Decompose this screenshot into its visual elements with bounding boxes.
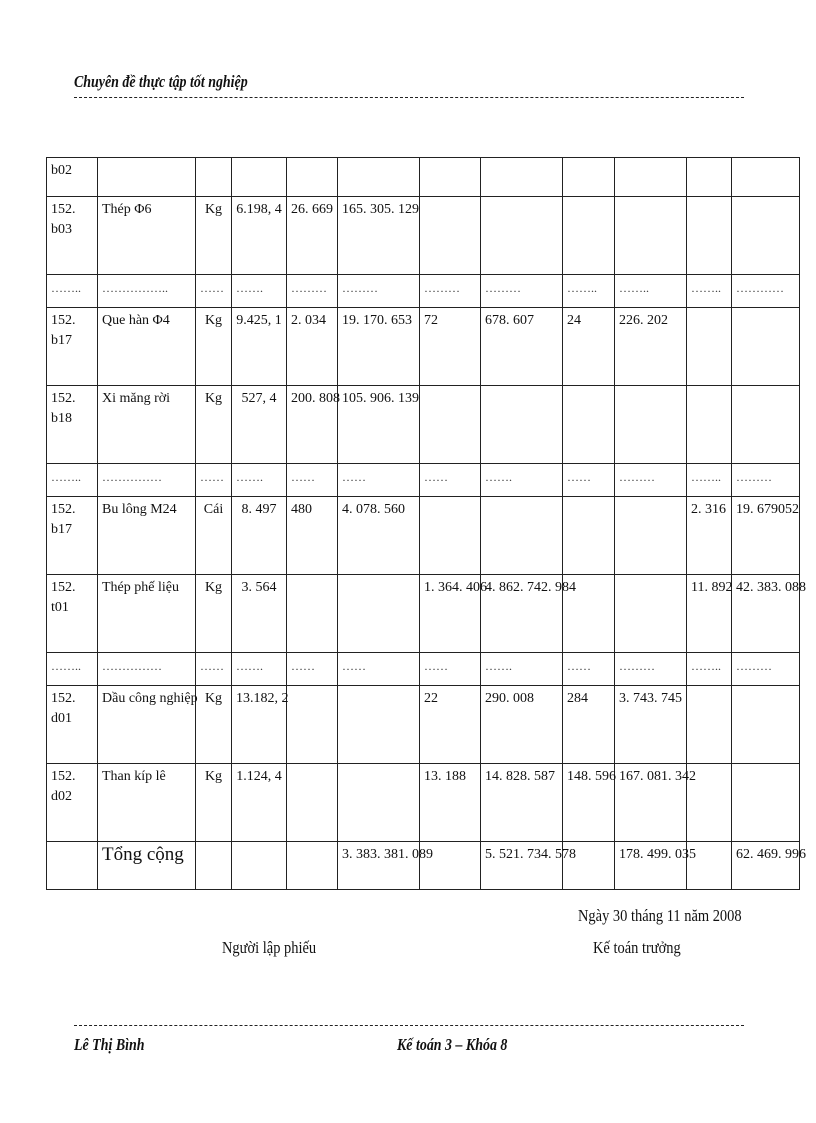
table-row: [47, 764, 800, 842]
table-cell: [420, 158, 481, 197]
table-cell: Xi măng rời: [98, 386, 196, 464]
table-cell: [563, 197, 615, 275]
table-cell: ……..: [615, 275, 687, 308]
table-cell: ……..: [687, 275, 732, 308]
table-cell: 148. 596: [563, 764, 615, 842]
table-cell: [287, 842, 338, 890]
table-cell: Kg: [196, 386, 232, 464]
table-cell: 480: [287, 497, 338, 575]
table-row: [47, 158, 800, 197]
page-header-title: Chuyên đề thực tập tốt nghiệp: [74, 72, 248, 91]
table-cell: Cái: [196, 497, 232, 575]
table-cell: 105. 906. 139: [338, 386, 420, 464]
table-cell: [47, 842, 98, 890]
table-cell: 152. b17: [47, 308, 98, 386]
table-cell: 3. 383. 381. 089: [338, 842, 420, 890]
table-cell: [481, 158, 563, 197]
table-cell: 167. 081. 342: [615, 764, 687, 842]
table-cell: 152. b17: [47, 497, 98, 575]
table-cell: [563, 158, 615, 197]
table-cell: [338, 686, 420, 764]
table-cell: ……: [338, 464, 420, 497]
table-cell: [232, 158, 287, 197]
table-cell: …….: [232, 464, 287, 497]
table-cell: [687, 197, 732, 275]
table-cell: [481, 386, 563, 464]
table-cell: Than kíp lê: [98, 764, 196, 842]
table-cell: ……..: [47, 653, 98, 686]
table-cell: Kg: [196, 197, 232, 275]
table-cell: [687, 308, 732, 386]
table-cell: ……: [420, 653, 481, 686]
table-cell: ……: [196, 275, 232, 308]
table-cell: ……..: [563, 275, 615, 308]
table-cell: Thép phế liệu: [98, 575, 196, 653]
table-row: [47, 686, 800, 764]
total-row: [47, 842, 800, 890]
table-cell: ……..: [47, 275, 98, 308]
table-cell: [732, 308, 800, 386]
table-cell: 152. b18: [47, 386, 98, 464]
signature-date: Ngày 30 tháng 11 năm 2008: [578, 906, 742, 925]
table-cell: [615, 575, 687, 653]
table-cell: 5. 521. 734. 578: [481, 842, 563, 890]
table-cell: …….: [232, 653, 287, 686]
table-cell: 1. 364. 406: [420, 575, 481, 653]
table-cell: 24: [563, 308, 615, 386]
table-row: [47, 575, 800, 653]
table-cell: 165. 305. 129: [338, 197, 420, 275]
table-cell: Dầu công nghiệp: [98, 686, 196, 764]
table-cell: [287, 764, 338, 842]
table-cell: 152. d02: [47, 764, 98, 842]
table-cell: [615, 386, 687, 464]
table-cell: [287, 686, 338, 764]
table-cell: Thép Φ6: [98, 197, 196, 275]
table-cell: 3. 564: [232, 575, 287, 653]
chief-accountant-label: Kế toán trưởng: [593, 938, 681, 957]
table-cell: 2. 316: [687, 497, 732, 575]
table-cell: Que hàn Φ4: [98, 308, 196, 386]
table-cell: ………: [338, 275, 420, 308]
table-cell: [287, 575, 338, 653]
material-ledger-table: [46, 157, 806, 890]
table-cell: Kg: [196, 308, 232, 386]
table-cell: 4. 078. 560: [338, 497, 420, 575]
table-cell: ………: [481, 275, 563, 308]
table-cell: ………: [615, 653, 687, 686]
table-cell: 19. 170. 653: [338, 308, 420, 386]
table-row: [47, 308, 800, 386]
footer-class: Kế toán 3 – Khóa 8: [397, 1035, 508, 1054]
table-cell: ………: [287, 275, 338, 308]
table-cell: [732, 686, 800, 764]
table-cell: [615, 197, 687, 275]
table-cell: [563, 386, 615, 464]
table-cell: …………: [732, 275, 800, 308]
table-cell: [687, 686, 732, 764]
table-cell: 226. 202: [615, 308, 687, 386]
table-cell: [420, 386, 481, 464]
table-cell: 1.124, 4: [232, 764, 287, 842]
table-cell: [98, 158, 196, 197]
table-cell: ……: [338, 653, 420, 686]
table-cell: [338, 575, 420, 653]
table-cell: [563, 497, 615, 575]
footer-divider: [74, 1025, 744, 1026]
table-cell: 6.198, 4: [232, 197, 287, 275]
table-cell: ………: [732, 653, 800, 686]
table-cell: 200. 808: [287, 386, 338, 464]
table-cell: 290. 008: [481, 686, 563, 764]
table-row: [47, 386, 800, 464]
table-cell: 13. 188: [420, 764, 481, 842]
table-cell: ……: [196, 653, 232, 686]
table-cell: [481, 197, 563, 275]
table-cell: …….: [232, 275, 287, 308]
table-cell: 8. 497: [232, 497, 287, 575]
table-cell: 178. 499. 035: [615, 842, 687, 890]
table-cell: ……: [420, 464, 481, 497]
table-cell: [338, 764, 420, 842]
table-cell: 19. 679052: [732, 497, 800, 575]
table-cell: ……..: [47, 464, 98, 497]
table-cell: 14. 828. 587: [481, 764, 563, 842]
table-cell: 152. d01: [47, 686, 98, 764]
ellipsis-row: [47, 275, 800, 308]
table-cell: ……………: [98, 464, 196, 497]
footer-author: Lê Thị Bình: [74, 1035, 145, 1054]
table-cell: ……………: [98, 653, 196, 686]
table-cell: [732, 158, 800, 197]
table-cell: ………: [732, 464, 800, 497]
table-cell: 284: [563, 686, 615, 764]
table-cell: [687, 158, 732, 197]
header-divider: [74, 97, 744, 98]
table-row: [47, 197, 800, 275]
table-cell: 2. 034: [287, 308, 338, 386]
table-cell: [338, 158, 420, 197]
table-cell: Kg: [196, 686, 232, 764]
table-cell: 62. 469. 996: [732, 842, 800, 890]
table-cell: ……: [287, 653, 338, 686]
table-cell: [196, 158, 232, 197]
table-cell: ………: [615, 464, 687, 497]
table-cell: Bu lông M24: [98, 497, 196, 575]
table-cell: Tổng cộng: [98, 842, 196, 890]
table-cell: 26. 669: [287, 197, 338, 275]
table-cell: 11. 892: [687, 575, 732, 653]
table-cell: 13.182, 2: [232, 686, 287, 764]
table-cell: ……: [563, 464, 615, 497]
table-cell: 42. 383. 088: [732, 575, 800, 653]
table-cell: ……: [563, 653, 615, 686]
table-cell: [232, 842, 287, 890]
table-cell: ……: [196, 464, 232, 497]
table-cell: [615, 497, 687, 575]
ellipsis-row: [47, 464, 800, 497]
table-cell: [732, 197, 800, 275]
table-cell: 9.425, 1: [232, 308, 287, 386]
table-cell: 72: [420, 308, 481, 386]
table-cell: ……..: [687, 464, 732, 497]
table-cell: [732, 764, 800, 842]
table-cell: Kg: [196, 575, 232, 653]
table-cell: [481, 497, 563, 575]
table-cell: ………: [420, 275, 481, 308]
table-cell: [287, 158, 338, 197]
table-cell: [420, 497, 481, 575]
table-cell: [615, 158, 687, 197]
table-cell: [732, 386, 800, 464]
table-cell: 678. 607: [481, 308, 563, 386]
table-cell: 152. b03: [47, 197, 98, 275]
table-cell: 527, 4: [232, 386, 287, 464]
table-cell: 22: [420, 686, 481, 764]
table-cell: [687, 386, 732, 464]
preparer-label: Người lập phiếu: [222, 938, 317, 957]
table-cell: ……………..: [98, 275, 196, 308]
table-cell: 3. 743. 745: [615, 686, 687, 764]
table-cell: …….: [481, 464, 563, 497]
table-cell: [196, 842, 232, 890]
table-cell: Kg: [196, 764, 232, 842]
table-cell: …….: [481, 653, 563, 686]
table-cell: 4. 862. 742. 984: [481, 575, 563, 653]
table-row: [47, 497, 800, 575]
ellipsis-row: [47, 653, 800, 686]
table-cell: ……: [287, 464, 338, 497]
table-cell: [420, 197, 481, 275]
table-cell: ……..: [687, 653, 732, 686]
table-cell: 152. t01: [47, 575, 98, 653]
table-cell: b02: [47, 158, 98, 197]
